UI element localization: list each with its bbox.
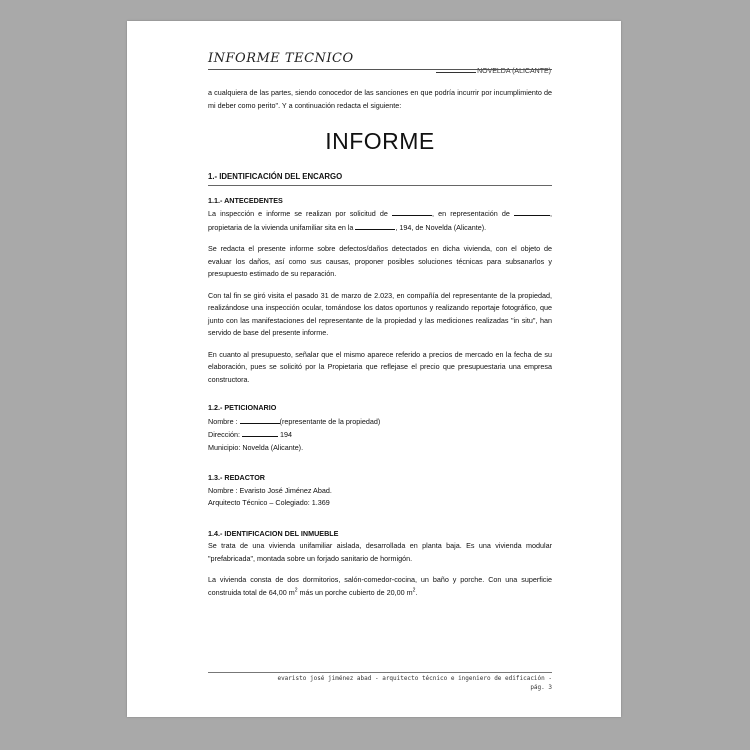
peticionario-nombre: Nombre : (representante de la propiedad): [208, 416, 381, 426]
redactor-nombre: Nombre : Evaristo José Jiménez Abad.: [208, 485, 332, 495]
section-1-2-heading: 1.2.- PETICIONARIO: [208, 403, 277, 412]
header-location: NOVELDA (ALICANTE): [427, 66, 551, 75]
document-page: [127, 21, 621, 717]
redactor-arquitecto: Arquitecto Técnico – Colegiado: 1.369: [208, 498, 330, 507]
section-1-3-heading: 1.3.- REDACTOR: [208, 473, 265, 482]
page-footer: [208, 674, 552, 692]
header-rule: [208, 69, 552, 70]
footer-author: evaristo josé jiménez abad - arquitecto técnico e ingeniero de edificación -: [277, 675, 552, 682]
section-1-1-heading: 1.1.- ANTECEDENTES: [208, 195, 283, 205]
blank-field: [240, 415, 280, 424]
section-1-heading: 1.- IDENTIFICACIÓN DEL ENCARGO: [208, 171, 552, 186]
page-number: pág. 3: [530, 684, 552, 691]
intro-paragraph: a cualquiera de las partes, siendo conocedor de las sanciones en que podría incurrir por incumplimiento de mi deber como perito". Y a continuación redacta el siguiente:: [208, 88, 552, 110]
peticionario-direccion: Dirección: 194: [208, 430, 292, 439]
inmueble-paragraph-2: La vivienda consta de dos dormitorios, salón-comedor-cocina, un baño y porche. Con una superficie construida total de 64,00 $m^2$ más un porche cubierto de 20,00 $m^2$.: [208, 575, 552, 597]
blank-field: [242, 428, 278, 437]
peticionario-municipio: Municipio: Novelda (Alicante).: [208, 442, 304, 452]
blank-field: [392, 207, 432, 216]
antecedentes-paragraph-4: En cuanto al presupuesto, señalar que el mismo aparece referido a precios de mercado en la fecha de su elaboración, pues se solicitó por la Propietaria que reflejase el precio que presupuestaria una empresa constructora.: [208, 349, 552, 384]
antecedentes-paragraph-1: La inspección e informe se realizan por solicitud de , en representación de , propietaria de la vivienda unifamiliar sita en la , 194, de Novelda (Alicante).: [208, 209, 552, 232]
footer-rule: [208, 672, 552, 673]
section-1-4-heading: 1.4.- IDENTIFICACION DEL INMUEBLE: [208, 528, 339, 538]
header-title: INFORME TECNICO: [208, 51, 354, 66]
main-title: INFORME: [325, 128, 435, 154]
inmueble-paragraph-1: Se trata de una vivienda unifamiliar aislada, desarrollada en planta baja. Es una vivienda modular "prefabricada", montada sobre un forjado sanitario de hormigón.: [208, 541, 552, 563]
antecedentes-paragraph-3: Con tal fin se giró visita el pasado 31 de marzo de 2.023, en compañía del representante de la propiedad, realizándose una inspección ocular, tomándose los datos oportunos y realizando reportaje fotográfico, que junto con las manifestaciones del representante de la propiedad y las mediciones realizadas "in situ", han servido de base del presente informe.: [208, 290, 552, 337]
blank-field: [514, 207, 550, 216]
antecedentes-paragraph-2: Se redacta el presente informe sobre defectos/daños detectados en dicha vivienda, con el objeto de evaluar los daños, así como sus causas, proponer posibles soluciones técnicas para subsanarlos y presupuesto estimado de su reparación.: [208, 244, 552, 278]
document-body: [208, 87, 552, 599]
blank-field: [355, 221, 395, 230]
